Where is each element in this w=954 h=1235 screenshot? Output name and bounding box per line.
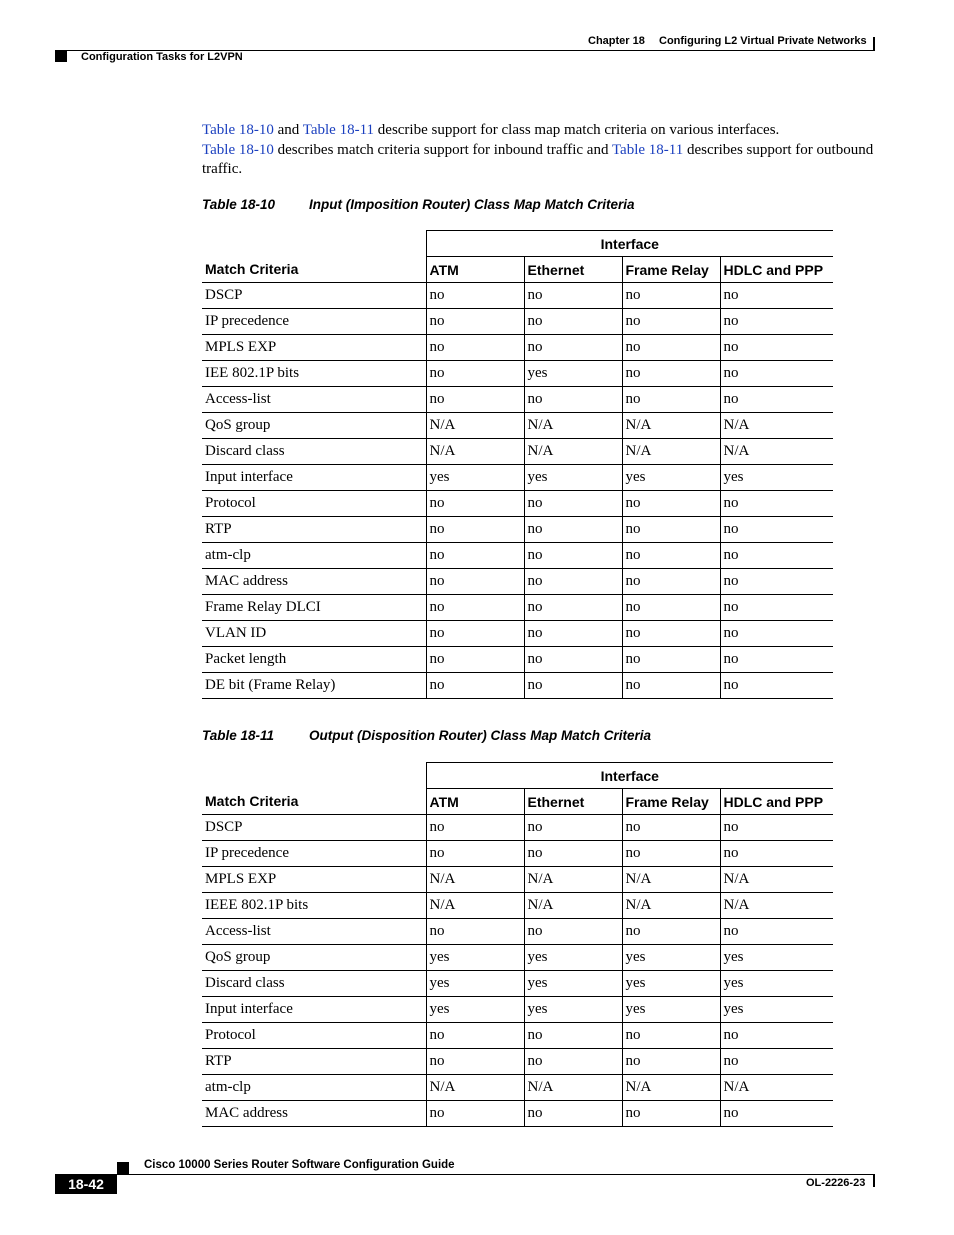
intro-text: describe support for class map match criteria on various interfaces.	[374, 122, 780, 138]
support-cell: no	[426, 361, 524, 387]
support-cell: yes	[524, 465, 622, 491]
table-row	[202, 1049, 833, 1075]
header-chapter-title: Configuring L2 Virtual Private Networks	[659, 35, 867, 47]
criteria-cell: QoS group	[202, 413, 426, 439]
support-cell: no	[720, 387, 833, 413]
criteria-cell: DSCP	[202, 815, 426, 841]
support-cell: N/A	[622, 1075, 720, 1101]
support-cell: no	[524, 543, 622, 569]
table-row	[202, 283, 833, 309]
support-cell: no	[720, 1049, 833, 1075]
support-cell: no	[524, 569, 622, 595]
table-row	[202, 945, 833, 971]
support-cell: no	[524, 919, 622, 945]
criteria-cell: RTP	[202, 517, 426, 543]
table-row	[202, 361, 833, 387]
table-number: Table 18-10	[202, 197, 276, 212]
support-cell: no	[426, 673, 524, 699]
criteria-cell: IEEE 802.1P bits	[202, 893, 426, 919]
support-cell: no	[524, 1049, 622, 1075]
page-number: 18-42	[55, 1174, 117, 1194]
support-cell: no	[426, 1023, 524, 1049]
criteria-cell: IEE 802.1P bits	[202, 361, 426, 387]
criteria-cell: DSCP	[202, 283, 426, 309]
support-cell: no	[426, 283, 524, 309]
footer-rule	[117, 1174, 875, 1175]
criteria-cell: Discard class	[202, 439, 426, 465]
criteria-cell: MPLS EXP	[202, 867, 426, 893]
support-cell: no	[720, 517, 833, 543]
intro-paragraph	[202, 121, 874, 180]
support-cell: N/A	[622, 413, 720, 439]
support-cell: yes	[720, 465, 833, 491]
support-cell: N/A	[720, 867, 833, 893]
support-cell: yes	[720, 945, 833, 971]
support-cell: yes	[622, 971, 720, 997]
support-cell: no	[524, 517, 622, 543]
criteria-cell: Input interface	[202, 465, 426, 491]
column-header: Match Criteria	[205, 261, 299, 278]
support-cell: N/A	[622, 867, 720, 893]
footer-left-block	[117, 1162, 129, 1174]
support-cell: no	[622, 647, 720, 673]
table-row	[202, 543, 833, 569]
table-row	[202, 335, 833, 361]
support-cell: N/A	[426, 439, 524, 465]
support-cell: yes	[622, 997, 720, 1023]
criteria-cell: QoS group	[202, 945, 426, 971]
support-cell: no	[622, 335, 720, 361]
support-cell: yes	[426, 465, 524, 491]
match-criteria-table	[202, 230, 833, 699]
intro-text: describes support for outbound traffic.	[202, 141, 874, 177]
table-row	[202, 841, 833, 867]
support-cell: no	[720, 841, 833, 867]
support-cell: yes	[426, 945, 524, 971]
support-cell: no	[524, 647, 622, 673]
column-header: ATM	[426, 257, 524, 283]
support-cell: no	[524, 491, 622, 517]
link-table-18-10[interactable]: Table 18-10	[202, 122, 274, 138]
criteria-cell: IP precedence	[202, 309, 426, 335]
support-cell: no	[622, 815, 720, 841]
support-cell: no	[524, 673, 622, 699]
footer-doc-number: OL-2226-23	[806, 1177, 866, 1189]
support-cell: no	[426, 595, 524, 621]
table-row	[202, 971, 833, 997]
support-cell: yes	[524, 971, 622, 997]
header-cell	[202, 763, 426, 789]
support-cell: no	[622, 283, 720, 309]
criteria-cell: MAC address	[202, 569, 426, 595]
criteria-cell: Frame Relay DLCI	[202, 595, 426, 621]
column-header: Ethernet	[524, 789, 622, 815]
support-cell: no	[720, 621, 833, 647]
table-row	[202, 569, 833, 595]
support-cell: N/A	[622, 439, 720, 465]
support-cell: N/A	[524, 867, 622, 893]
support-cell: yes	[622, 465, 720, 491]
table-row	[202, 439, 833, 465]
criteria-cell: Protocol	[202, 1023, 426, 1049]
support-cell: no	[524, 283, 622, 309]
support-cell: no	[622, 361, 720, 387]
support-cell: yes	[524, 945, 622, 971]
support-cell: no	[720, 335, 833, 361]
support-cell: no	[622, 517, 720, 543]
table-row	[202, 673, 833, 699]
support-cell: N/A	[524, 1075, 622, 1101]
support-cell: no	[524, 1023, 622, 1049]
support-cell: no	[720, 543, 833, 569]
table-row	[202, 1023, 833, 1049]
support-cell: no	[524, 815, 622, 841]
support-cell: no	[622, 491, 720, 517]
support-cell: no	[622, 569, 720, 595]
footer-guide-title: Cisco 10000 Series Router Software Configuration Guide	[144, 1159, 455, 1171]
support-cell: N/A	[720, 439, 833, 465]
table-row	[202, 491, 833, 517]
support-cell: yes	[720, 997, 833, 1023]
support-cell: no	[720, 491, 833, 517]
table-row	[202, 997, 833, 1023]
table-title: Input (Imposition Router) Class Map Match Criteria	[309, 197, 635, 212]
support-cell: no	[426, 621, 524, 647]
support-cell: N/A	[720, 1075, 833, 1101]
support-cell: yes	[426, 997, 524, 1023]
intro-text: describes match criteria support for inbound traffic and	[273, 141, 612, 158]
support-cell: N/A	[524, 439, 622, 465]
column-header: Match Criteria	[205, 793, 299, 810]
support-cell: no	[426, 335, 524, 361]
table-row	[202, 309, 833, 335]
support-cell: no	[426, 815, 524, 841]
criteria-cell: Packet length	[202, 647, 426, 673]
criteria-cell: MAC address	[202, 1101, 426, 1127]
support-cell: no	[426, 919, 524, 945]
support-cell: yes	[524, 997, 622, 1023]
support-cell: no	[524, 841, 622, 867]
support-cell: no	[426, 309, 524, 335]
support-cell: no	[426, 387, 524, 413]
support-cell: no	[720, 1101, 833, 1127]
support-cell: no	[524, 309, 622, 335]
table-row	[202, 815, 833, 841]
table-title: Output (Disposition Router) Class Map Match Criteria	[309, 728, 652, 743]
table-row	[202, 517, 833, 543]
support-cell: no	[622, 595, 720, 621]
header-right-tick	[873, 37, 875, 51]
interface-group-header: Interface	[426, 231, 833, 257]
criteria-cell: Access-list	[202, 387, 426, 413]
table-caption	[202, 728, 651, 743]
support-cell: N/A	[426, 413, 524, 439]
support-cell: no	[720, 361, 833, 387]
table-row	[202, 1101, 833, 1127]
column-header: Ethernet	[524, 257, 622, 283]
support-cell: yes	[622, 945, 720, 971]
footer-right-tick	[873, 1174, 875, 1187]
table-row	[202, 1075, 833, 1101]
support-cell: no	[622, 309, 720, 335]
support-cell: N/A	[720, 893, 833, 919]
header-cell	[202, 231, 426, 257]
support-cell: N/A	[720, 413, 833, 439]
column-header: ATM	[426, 789, 524, 815]
support-cell: N/A	[426, 867, 524, 893]
header-left-block	[55, 51, 67, 62]
criteria-cell: Input interface	[202, 997, 426, 1023]
support-cell: no	[426, 841, 524, 867]
support-cell: no	[622, 1023, 720, 1049]
support-cell: no	[720, 283, 833, 309]
support-cell: N/A	[426, 893, 524, 919]
table-row	[202, 413, 833, 439]
support-cell: no	[622, 919, 720, 945]
support-cell: yes	[720, 971, 833, 997]
support-cell: no	[622, 621, 720, 647]
column-header: HDLC and PPP	[720, 789, 833, 815]
support-cell: no	[720, 309, 833, 335]
support-cell: no	[524, 595, 622, 621]
column-header: HDLC and PPP	[720, 257, 833, 283]
support-cell: yes	[524, 361, 622, 387]
table-row	[202, 387, 833, 413]
criteria-cell: IP precedence	[202, 841, 426, 867]
table-row	[202, 919, 833, 945]
support-cell: no	[720, 1023, 833, 1049]
match-criteria-table	[202, 762, 833, 1127]
support-cell: no	[426, 1049, 524, 1075]
support-cell: no	[426, 1101, 524, 1127]
support-cell: no	[524, 335, 622, 361]
support-cell: no	[524, 387, 622, 413]
support-cell: no	[622, 841, 720, 867]
column-header: Frame Relay	[622, 257, 720, 283]
criteria-cell: Protocol	[202, 491, 426, 517]
table-row	[202, 893, 833, 919]
criteria-cell: VLAN ID	[202, 621, 426, 647]
table-row	[202, 647, 833, 673]
column-header: Frame Relay	[622, 789, 720, 815]
support-cell: no	[622, 1101, 720, 1127]
support-cell: yes	[426, 971, 524, 997]
support-cell: no	[524, 1101, 622, 1127]
support-cell: no	[524, 621, 622, 647]
table-row	[202, 465, 833, 491]
table-row	[202, 867, 833, 893]
table-row	[202, 621, 833, 647]
support-cell: no	[720, 647, 833, 673]
support-cell: no	[720, 919, 833, 945]
support-cell: no	[720, 595, 833, 621]
support-cell: N/A	[524, 893, 622, 919]
link-table-18-10[interactable]: Table 18-10	[202, 141, 274, 158]
criteria-cell: atm-clp	[202, 543, 426, 569]
criteria-cell: DE bit (Frame Relay)	[202, 673, 426, 699]
support-cell: no	[720, 673, 833, 699]
table-number: Table 18-11	[202, 728, 275, 743]
criteria-cell: RTP	[202, 1049, 426, 1075]
support-cell: no	[426, 491, 524, 517]
criteria-cell: atm-clp	[202, 1075, 426, 1101]
support-cell: no	[622, 673, 720, 699]
interface-group-header: Interface	[426, 763, 833, 789]
support-cell: no	[426, 543, 524, 569]
table-caption	[202, 197, 635, 212]
link-table-18-11[interactable]: Table 18-11	[611, 141, 684, 158]
support-cell: no	[426, 569, 524, 595]
support-cell: no	[426, 647, 524, 673]
support-cell: no	[720, 815, 833, 841]
link-table-18-11[interactable]: Table 18-11	[302, 122, 375, 138]
header-chapter: Chapter 18	[588, 35, 645, 47]
criteria-cell: Access-list	[202, 919, 426, 945]
header-section: Configuration Tasks for L2VPN	[81, 51, 243, 63]
criteria-cell: Discard class	[202, 971, 426, 997]
support-cell: N/A	[524, 413, 622, 439]
table-row	[202, 595, 833, 621]
support-cell: no	[622, 1049, 720, 1075]
intro-text: and	[273, 122, 303, 138]
support-cell: N/A	[622, 893, 720, 919]
support-cell: no	[720, 569, 833, 595]
support-cell: N/A	[426, 1075, 524, 1101]
criteria-cell: MPLS EXP	[202, 335, 426, 361]
support-cell: no	[426, 517, 524, 543]
support-cell: no	[622, 543, 720, 569]
support-cell: no	[622, 387, 720, 413]
